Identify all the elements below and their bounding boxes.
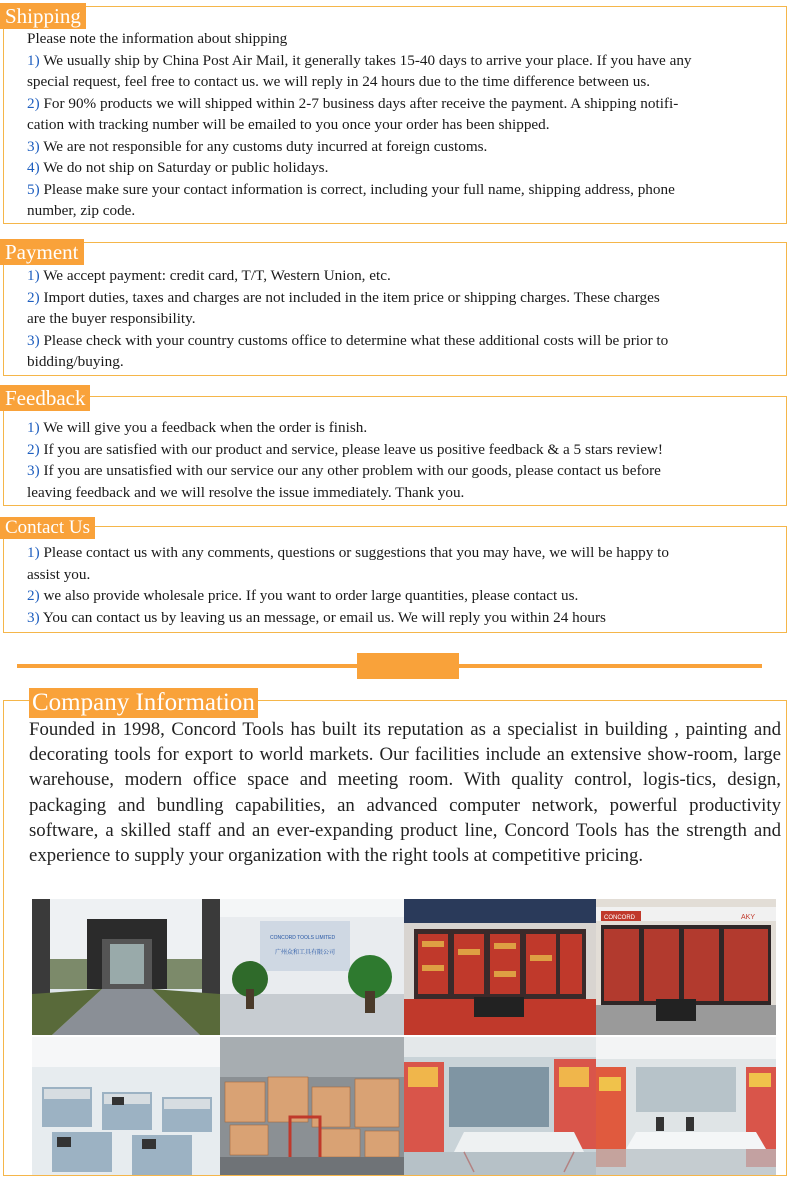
shipping-item-text: We are not responsible for any customs duty incurred at foreign customs. <box>43 137 488 155</box>
reception-sign-text-1: CONCORD TOOLS LIMITED <box>270 935 336 941</box>
payment-heading: Payment <box>0 239 84 265</box>
photo-office <box>32 1037 220 1175</box>
photo-company-gate <box>32 899 220 1035</box>
shipping-item-5-line-1 <box>27 179 782 201</box>
payment-item-2-line-2 <box>27 308 782 330</box>
feedback-item-text: leaving feedback and we will resolve the issue immediately. Thank you. <box>27 483 465 501</box>
photo-meeting-room <box>404 1037 596 1175</box>
contact-item-text: You can contact us by leaving us an message, or email us. We will reply you within 24 hours <box>42 608 606 626</box>
contact-item-1-line-2 <box>27 564 782 586</box>
shipping-heading: Shipping <box>0 3 86 29</box>
shipping-item-number: 1) <box>27 51 40 69</box>
photo-reception-sign <box>220 899 404 1035</box>
shipping-item-3-line-1 <box>27 136 782 158</box>
shipping-item-number: 3) <box>27 137 40 155</box>
shipping-item-2-line-1 <box>27 93 782 115</box>
payment-item-2-line-1 <box>27 287 782 309</box>
contact-list <box>27 542 782 628</box>
payment-item-text: Please check with your country customs office to determine what these additional costs will be prior to <box>43 331 669 349</box>
payment-item-number: 2) <box>27 288 40 306</box>
photo-warehouse <box>220 1037 404 1175</box>
shipping-intro: Please note the information about shipping <box>27 30 288 47</box>
shipping-item-number: 2) <box>27 94 40 112</box>
shipping-item-1-line-2 <box>27 71 782 93</box>
payment-item-number: 3) <box>27 331 40 349</box>
feedback-heading: Feedback <box>0 385 90 411</box>
shipping-item-number: 4) <box>27 159 40 176</box>
shipping-item-text: We usually ship by China Post Air Mail, it generally takes 15-40 days to arrive your place. If you have any <box>43 51 692 69</box>
shipping-item-text: For 90% products we will shipped within 2-7 business days after receive the payment. A shipping notifi- <box>43 94 679 112</box>
contact-item-number: 2) <box>27 587 40 604</box>
payment-item-text: are the buyer responsibility. <box>27 310 196 327</box>
contact-item-2-line-1 <box>27 585 782 607</box>
section-divider-block <box>357 653 459 679</box>
feedback-section <box>3 386 787 506</box>
feedback-item-3-line-2 <box>27 482 782 504</box>
contact-item-1-line-1 <box>27 542 782 564</box>
payment-item-text: We accept payment: credit card, T/T, Western Union, etc. <box>43 267 391 284</box>
payment-item-number: 1) <box>27 267 40 284</box>
shipping-item-text: cation with tracking number will be emailed to you once your order has been shipped. <box>27 116 550 133</box>
shipping-item-number: 5) <box>27 180 40 198</box>
photo-conference-room <box>596 1037 776 1175</box>
feedback-list <box>27 417 782 503</box>
feedback-item-text: If you are satisfied with our product and service, please leave us positive feedback & a 5 stars review! <box>43 440 663 458</box>
shipping-item-text: number, zip code. <box>27 202 136 219</box>
company-section <box>3 689 787 1176</box>
photo-showroom-booth <box>404 899 596 1035</box>
booth-sign-text-2: AKY <box>741 914 756 921</box>
shipping-item-4-line-1 <box>27 157 782 179</box>
contact-item-text: assist you. <box>27 565 91 583</box>
feedback-item-text: We will give you a feedback when the order is finish. <box>43 419 368 436</box>
feedback-item-text: If you are unsatisfied with our service our any other problem with our goods, please contact us before <box>43 462 661 479</box>
shipping-item-2-line-2 <box>27 114 782 136</box>
contact-item-3-line-1 <box>27 607 782 629</box>
shipping-list <box>27 50 782 222</box>
contact-item-text: Please contact us with any comments, questions or suggestions that you may have, we will be happy to <box>43 544 669 561</box>
shipping-section <box>3 6 787 224</box>
reception-sign-text-2: 广州众和工具有限公司 <box>275 949 336 956</box>
shipping-item-1-line-1 <box>27 50 782 72</box>
payment-item-3-line-2 <box>27 351 782 373</box>
shipping-item-text: special request, feel free to contact us. we will reply in 24 hours due to the time difference between us. <box>27 73 651 90</box>
contact-section <box>3 517 787 633</box>
contact-heading: Contact Us <box>0 517 95 539</box>
payment-item-text: bidding/buying. <box>27 353 124 370</box>
company-heading: Company Information <box>29 688 258 718</box>
booth-sign-text: CONCORD <box>604 915 635 921</box>
payment-section <box>3 242 787 376</box>
shipping-item-text: Please make sure your contact information is correct, including your full name, shipping address, phone <box>43 180 675 198</box>
company-description: Founded in 1998, Concord Tools has built its reputation as a specialist in building , painting and decorating tools for export to world markets. Our facilities include an extensive show-room, large warehouse, modern office space and meeting room. With quality control, logis-tics, design, packaging and bundling capabilities, an advanced computer network, powerful productivity software, a skilled staff and an ever-expanding product line, Concord Tools has the strength and experience to supply your organization with the right tools at competitive pricing. <box>29 719 781 867</box>
shipping-item-5-line-2 <box>27 200 782 222</box>
feedback-item-2-line-1 <box>27 439 782 461</box>
contact-item-text: we also provide wholesale price. If you want to order large quantities, please contact us. <box>43 587 579 604</box>
payment-list <box>27 265 782 373</box>
feedback-item-3-line-1 <box>27 460 782 482</box>
payment-item-text: Import duties, taxes and charges are not included in the item price or shipping charges. These charges <box>43 288 660 306</box>
feedback-item-number: 1) <box>27 419 40 436</box>
contact-item-number: 1) <box>27 544 40 561</box>
feedback-item-1-line-1 <box>27 417 782 439</box>
feedback-item-number: 2) <box>27 440 40 458</box>
photo-showroom-display <box>596 899 776 1035</box>
contact-item-number: 3) <box>27 608 40 626</box>
payment-item-1-line-1 <box>27 265 782 287</box>
payment-item-3-line-1 <box>27 330 782 352</box>
shipping-item-text: We do not ship on Saturday or public holidays. <box>43 159 329 176</box>
feedback-item-number: 3) <box>27 462 40 479</box>
